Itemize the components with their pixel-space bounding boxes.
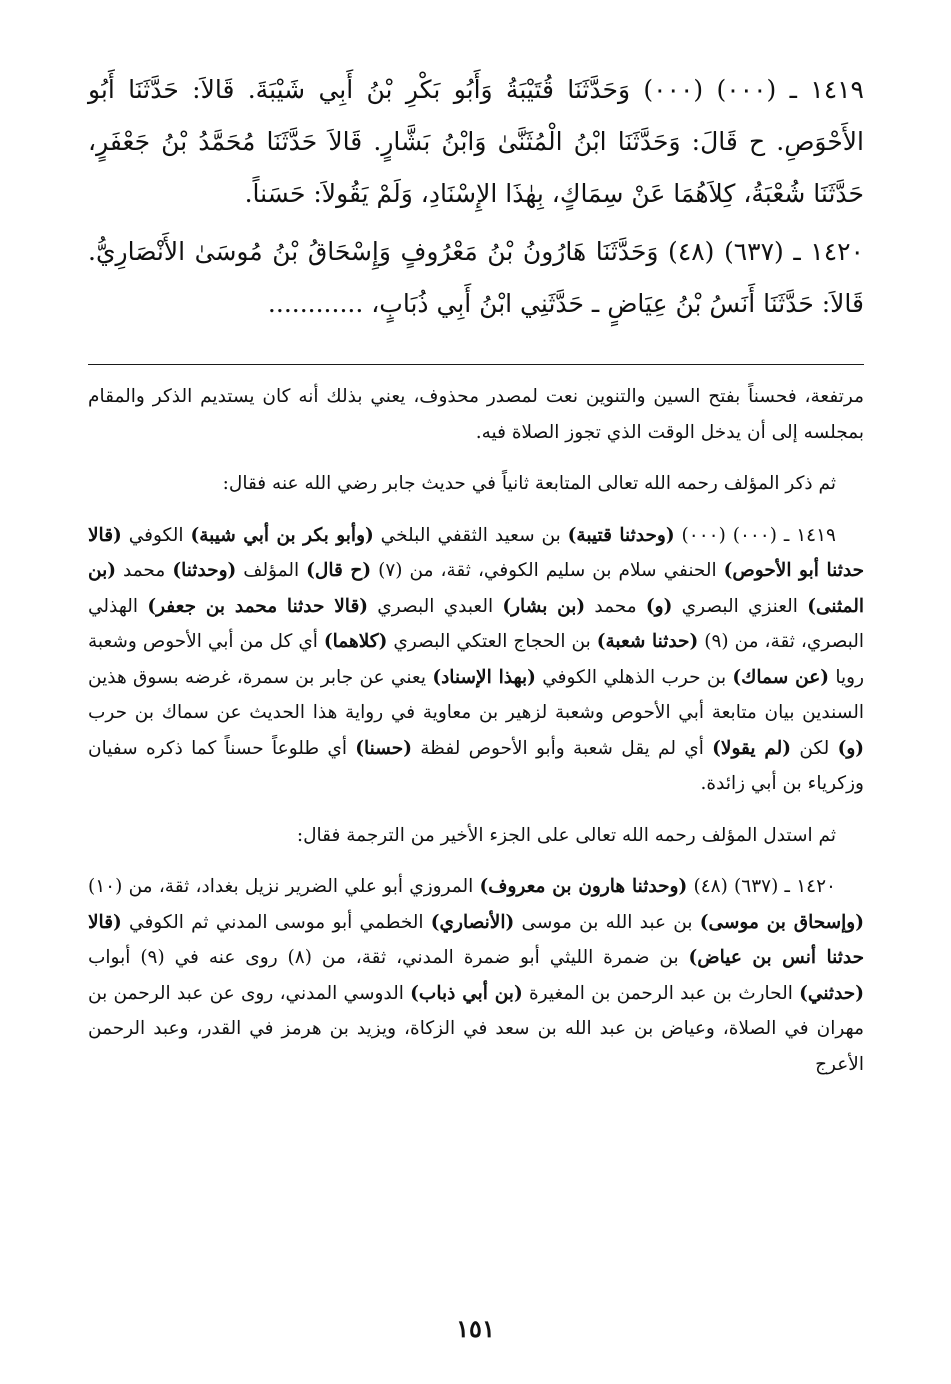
text-segment: محمد <box>116 560 173 581</box>
bold-phrase: (و) <box>837 737 865 759</box>
text-segment: بن سعيد الثقفي البلخي <box>373 524 568 546</box>
text-segment: بن حرب الذهلي الكوفي <box>535 666 733 688</box>
bold-phrase: (عن سماك) <box>732 666 830 688</box>
bold-phrase: (حدثني) <box>799 982 864 1004</box>
bold-phrase: (كلاهما) <box>323 631 388 652</box>
text-segment: الكوفي <box>121 524 191 546</box>
hadith-1419-text: ١٤١٩ ـ (٠٠٠) (٠٠٠) وَحَدَّثَنَا قُتَيْبَةُ وَأَبُو بَكْرِ بْنُ أَبِي شَيْبَةَ. قَالاَ: حَدَّثَنَا أَبُو الأَحْوَصِ. ح قَالَ: وَحَدَّثَنَا ابْنُ الْمُثَنَّىٰ وَابْنُ بَشَّارٍ. قَالاَ حَدَّثَنَا مُحَمَّدُ بْنُ جَعْفَرٍ، حَدَّثَنَا شُعْبَةُ، كِلاَهُمَا عَنْ سِمَاكٍ، بِهٰذَا الإِسْنَادِ، وَلَمْ يَقُولاَ: حَسَناً. <box>88 75 864 208</box>
page-body <box>88 64 864 1082</box>
text-segment: الحارث بن عبد الرحمن بن المغيرة <box>522 982 800 1004</box>
text-segment: بن عبد الله بن موسى <box>514 911 700 933</box>
bold-phrase: (وحدثنا) <box>172 560 237 581</box>
bold-phrase: (قالا حدثنا أنس بن عياض) <box>88 911 864 968</box>
text-segment: أي كل من أبي الأحوص وشعبة رويا <box>88 631 865 688</box>
text-segment: المروزي أبو علي الضرير نزيل بغداد، ثقة، من (١٠) <box>88 876 480 897</box>
bold-phrase: (حدثنا شعبة) <box>596 631 699 652</box>
text-segment: أي لم يقل شعبة وأبو الأحوص لفظة <box>411 737 713 759</box>
text-segment: ١٤١٩ ـ (٠٠٠) (٠٠٠) <box>674 524 836 546</box>
text-segment: محمد <box>585 595 646 617</box>
bold-phrase: (وأبو بكر بن أبي شيبة) <box>190 524 374 546</box>
footnote-divider <box>88 364 864 365</box>
bold-phrase: (وحدثنا قتيبة) <box>567 524 675 546</box>
bold-phrase: (قالا حدثنا محمد بن جعفر) <box>147 595 369 617</box>
text-segment: المؤلف <box>236 560 307 581</box>
commentary-intro: مرتفعة، فحسناً بفتح السين والتنوين نعت لمصدر محذوف، يعني بذلك أنه كان يستديم الذكر والمقام بمجلسه إلى أن يدخل الوقت الذي تجوز الصلاة فيه. <box>88 386 864 443</box>
text-segment: بن الحجاج العتكي البصري <box>387 631 597 652</box>
text-segment: يعني عن جابر بن سمرة، غرضه بسوق هذين السندين بيان متابعة أبي الأحوص وشعبة لزهير بن معاوية في رواية هذا الحديث عن سماك بن حرب <box>88 666 864 723</box>
bold-phrase: (بن بشار) <box>502 595 586 617</box>
bold-phrase: (قالا حدثنا أبو الأحوص) <box>88 524 864 581</box>
commentary-transition-2: ثم استدل المؤلف رحمه الله تعالى على الجزء الأخير من الترجمة فقال: <box>296 824 836 846</box>
text-segment: العبدي البصري <box>368 595 503 617</box>
text-segment: الهذلي البصري، ثقة، من (٩) <box>88 595 864 652</box>
text-segment: ١٤٢٠ ـ (٦٣٧) (٤٨) <box>687 876 836 897</box>
text-segment: الخطمي أبو موسى المدني ثم الكوفي <box>121 911 431 933</box>
bold-phrase: (و) <box>645 595 673 617</box>
commentary-transition-1: ثم ذكر المؤلف رحمه الله تعالى المتابعة ثانياً في حديث جابر رضي الله عنه فقال: <box>222 473 836 494</box>
text-segment: العنزي البصري <box>672 595 808 617</box>
bold-phrase: (بن المثنى) <box>88 560 864 617</box>
text-segment: بن ضمرة الليثي أبو ضمرة المدني، ثقة، من (٨) روى عنه في (٩) أبواب <box>88 947 689 968</box>
commentary-1419 <box>88 518 864 802</box>
bold-phrase: (وحدثنا هارون بن معروف) <box>479 876 688 897</box>
commentary-1420 <box>88 869 864 1082</box>
text-segment: الدوسي المدني، روى عن عبد الرحمن بن مهران في الصلاة، وعياض بن عبد الله بن سعد في الزكاة، ويزيد بن هرمز في القدر، وعبد الرحمن الأعرج <box>88 982 864 1075</box>
bold-phrase: (لم يقولا) <box>712 737 792 759</box>
text-segment: لكن <box>791 737 838 759</box>
bold-phrase: (حسنا) <box>355 737 412 759</box>
bold-phrase: (ح قال) <box>306 560 372 581</box>
text-segment: أي طلوعاً حسناً كما ذكره سفيان وزكرياء بن أبي زائدة. <box>88 737 864 794</box>
bold-phrase: (بهذا الإسناد) <box>432 666 536 688</box>
page-number: ١٥١ <box>456 1314 495 1343</box>
hadith-1420-text: ١٤٢٠ ـ (٦٣٧) (٤٨) وَحَدَّثَنَا هَارُونُ بْنُ مَعْرُوفٍ وَإِسْحَاقُ بْنُ مُوسَىٰ الأَنْصَارِيُّ. قَالاَ: حَدَّثَنَا أَنَسُ بْنُ عِيَاضٍ ـ حَدَّثَنِي ابْنُ أَبِي ذُبَابٍ، ............ <box>88 237 864 318</box>
bold-phrase: (وإسحاق بن موسى) <box>699 911 864 933</box>
bold-phrase: (الأنصاري) <box>430 911 515 933</box>
text-segment: الحنفي سلام بن سليم الكوفي، ثقة، من (٧) <box>371 560 724 581</box>
bold-phrase: (بن أبي ذباب) <box>410 982 523 1004</box>
